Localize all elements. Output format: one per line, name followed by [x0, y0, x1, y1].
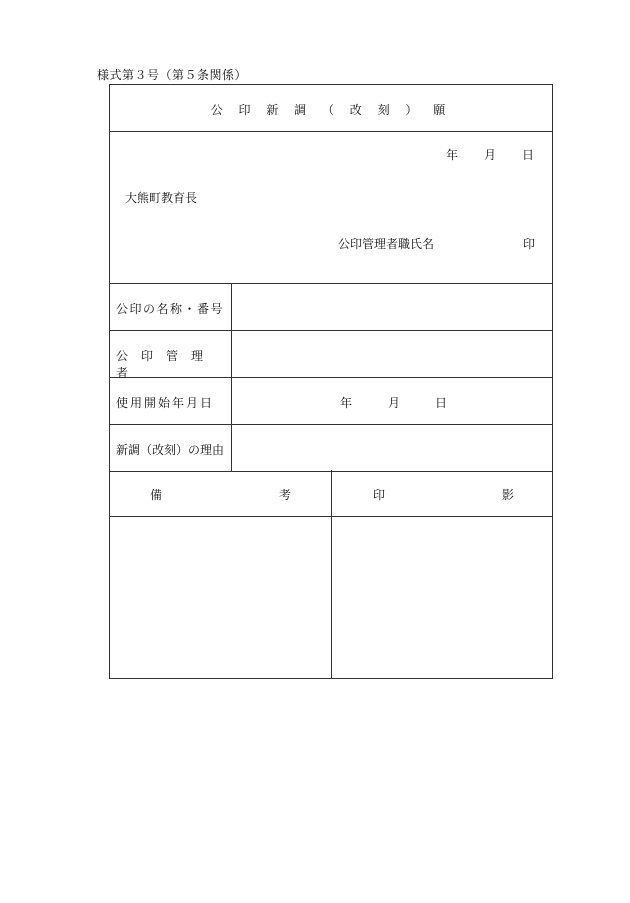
reason-label: 新調（改刻）の理由: [116, 443, 225, 457]
manager-label-cell: [110, 331, 232, 380]
reason-label-cell: [110, 425, 232, 471]
seal-name-row: [110, 284, 552, 331]
seal-name-field[interactable]: [232, 284, 552, 330]
remarks-header-char-2: 考: [279, 488, 292, 502]
remarks-body-row: [110, 517, 552, 679]
manager-field[interactable]: [232, 331, 552, 377]
seal-impression-field[interactable]: [332, 517, 552, 679]
remarks-header-char-1: 備: [150, 488, 163, 502]
date-day-label: 日: [521, 148, 534, 162]
seal-impression-header-char-2: 影: [502, 488, 515, 502]
seal-name-label: 公印の名称・番号: [116, 302, 225, 316]
start-date-label: 使用開始年月日: [116, 396, 215, 410]
seal-impression-header-cell: [332, 470, 552, 516]
address-section: [110, 132, 552, 284]
manager-label: 公印管理者: [116, 349, 217, 380]
start-date-row: [110, 378, 552, 425]
seal-mark: 印: [522, 237, 535, 251]
start-date-label-cell: [110, 378, 232, 424]
seal-impression-header-char-1: 印: [373, 488, 386, 502]
start-date-day-label: 日: [435, 396, 448, 410]
seal-application-form: [109, 84, 553, 679]
form-number: 様式第３号（第５条関係）: [97, 68, 248, 82]
remarks-header-cell: [110, 470, 332, 516]
remarks-field[interactable]: [110, 517, 332, 679]
manager-row: [110, 331, 552, 378]
addressee: 大熊町教育長: [125, 191, 198, 205]
remarks-header-row: [110, 470, 552, 517]
date-year-label: 年: [445, 148, 458, 162]
title-row: [110, 85, 552, 132]
start-date-field[interactable]: [232, 378, 552, 424]
seal-name-label-cell: [110, 284, 232, 330]
application-date: [446, 146, 534, 163]
form-title: 公 印 新 調 （ 改 刻 ） 願: [210, 103, 452, 117]
date-month-label: 月: [483, 148, 496, 162]
applicant-label: 公印管理者職氏名: [338, 237, 435, 251]
start-date-month-label: 月: [388, 396, 401, 410]
reason-row: [110, 425, 552, 472]
start-date-year-label: 年: [340, 396, 353, 410]
reason-field[interactable]: [232, 425, 552, 471]
